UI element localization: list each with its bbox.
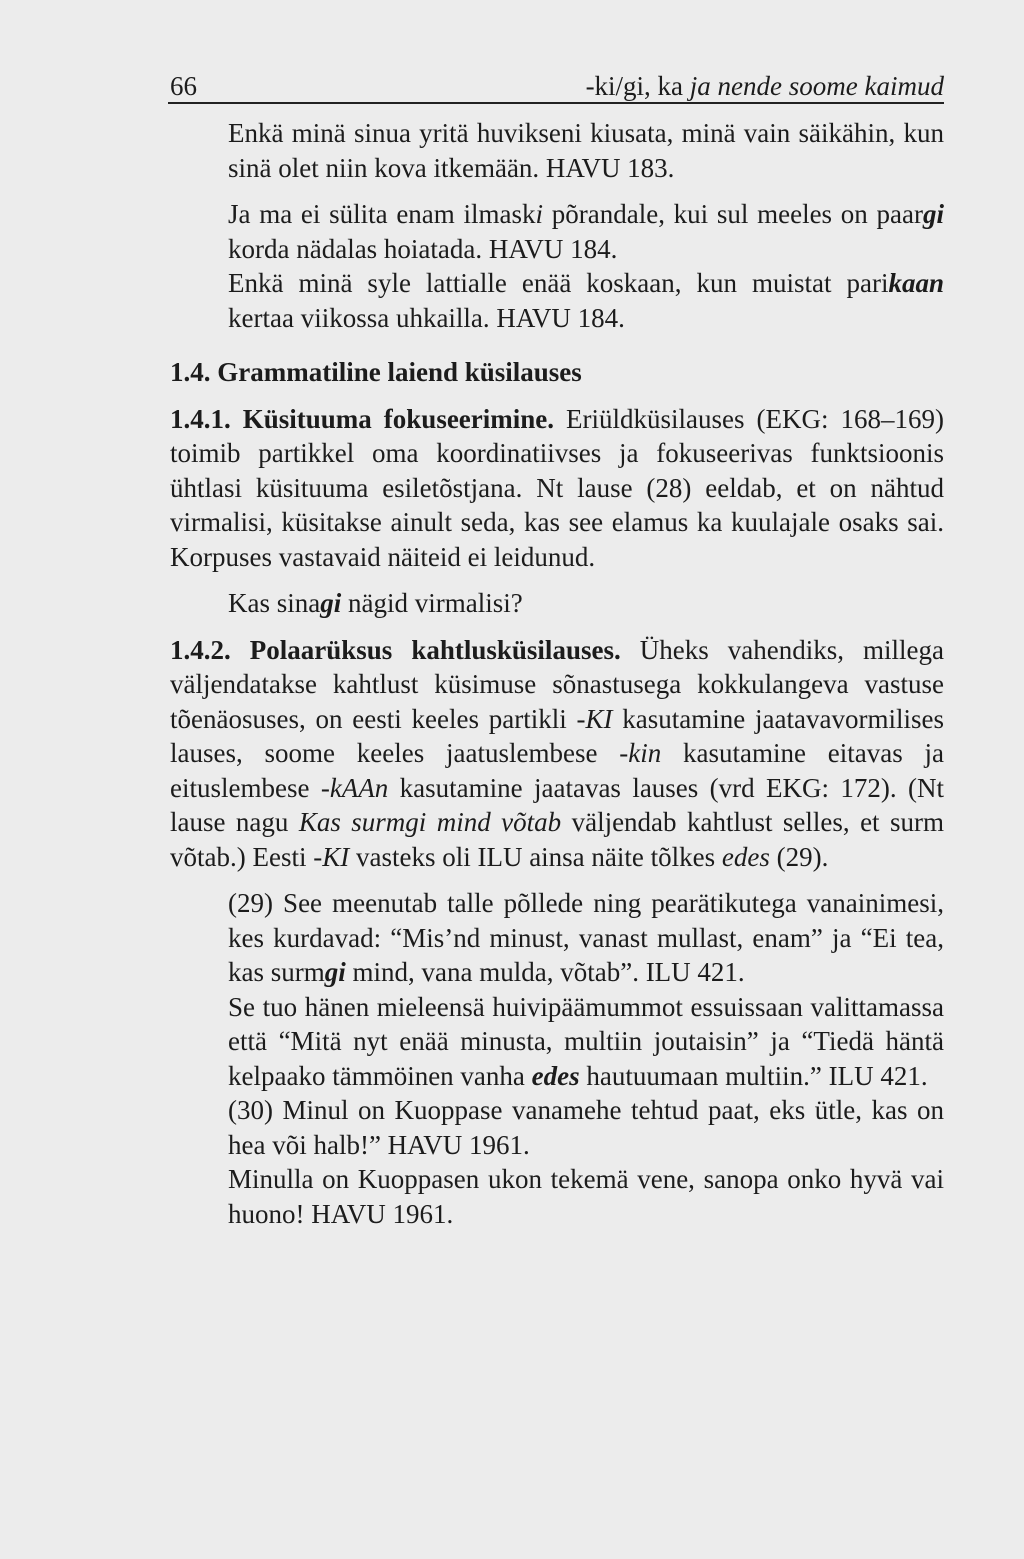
page-number: 66 xyxy=(170,71,197,101)
text-run: väljendab kahtlust selles, et surm võtab.) Eesti xyxy=(170,807,944,872)
example-30-finnish: Minulla on Kuoppasen ukon tekemä vene, sanopa onko hyvä vai huono! HAVU 1961. xyxy=(228,1164,944,1229)
text-run: (29). xyxy=(769,841,829,872)
text-run: hautuumaan multiin.” ILU 421. xyxy=(579,1060,928,1091)
emphasis-kaan: kaan xyxy=(888,268,944,298)
text-run: Se tuo hänen mieleensä huivipäämummot essuissaan valittamassa että “Mitä nyt enää minusta, multiin joutaisin” ja “Tiedä häntä kelpaako tämmöinen vanha xyxy=(228,991,944,1091)
emphasis: -KI xyxy=(576,703,613,734)
example-30-estonian: (30) Minul on Kuoppase vanamehe tehtud paat, eks ütle, kas on hea või halb!” HAVU 1961. xyxy=(228,1095,944,1160)
example-29-estonian xyxy=(228,886,944,990)
emphasis-gi: gi xyxy=(922,199,944,229)
emphasis: -kAAn xyxy=(320,772,389,803)
example-28-finnish xyxy=(228,266,944,335)
text-run: Enkä minä syle lattialle enää koskaan, kun muistat pari xyxy=(228,268,889,298)
emphasis-gi: gi xyxy=(320,588,342,618)
text-run: kertaa viikossa uhkailla. HAVU 184. xyxy=(228,302,625,333)
example-28-estonian xyxy=(228,197,944,266)
text-run: kasutamine eitavas ja eituslembese xyxy=(170,738,944,803)
running-title-italic: ja nende soome kaimud xyxy=(689,71,944,101)
text-run: korda nädalas hoiatada. HAVU 184. xyxy=(228,233,618,264)
text-run: Kas sina xyxy=(228,588,321,618)
text-run: nägid virmalisi? xyxy=(341,588,523,618)
emphasis: -kin xyxy=(619,738,662,768)
example-prev-finnish: Enkä minä sinua yritä huvikseni kiusata, minä vain säikähin, kun sinä olet niin kova itkemään. HAVU 183. xyxy=(228,118,944,183)
text-run: kasutamine jaatavas lauses (vrd EKG: 172). (Nt lause nagu xyxy=(170,772,944,837)
running-header xyxy=(168,70,944,104)
paragraph-1-4-2 xyxy=(170,633,944,875)
text-run: Eriüldküsilauses (EKG: 168–169) toimib partikkel oma koordinatiivses ja fokuseerivas funktsioonis ühtlasi küsituuma esiletõstjana. Nt lause (28) eeldab, et on nähtud virmalisi, küsitakse ainult seda, kas see elamus ka kuulajale osaks sai. Korpuses vastavaid näiteid ei leidunud. xyxy=(170,403,944,572)
text-run: Ja ma ei sülita enam ilmask xyxy=(228,199,536,229)
section-heading-1-4: 1.4. Grammatiline laiend küsilauses xyxy=(170,357,582,387)
text-run: kasutamine jaatavavormilises lauses, soome keeles jaatuslembese xyxy=(170,703,944,768)
running-title xyxy=(586,70,944,102)
subsection-heading-1-4-2: 1.4.2. Polaarüksus kahtlusküsilauses. xyxy=(170,634,621,665)
text-run: mind, vana mulda, võtab”. ILU 421. xyxy=(345,957,745,987)
text-run: põrandale, kui sul meeles on paar xyxy=(543,199,923,229)
emphasis: Kas surmgi mind võtab xyxy=(298,807,562,837)
emphasis: -KI xyxy=(313,841,350,872)
emphasis-gi: gi xyxy=(324,957,346,987)
paragraph-1-4-1 xyxy=(170,402,944,575)
example-kas-sinagi xyxy=(228,586,944,621)
emphasis: i xyxy=(535,199,544,229)
emphasis-edes: edes xyxy=(531,1060,580,1091)
emphasis: edes xyxy=(721,841,770,872)
text-run: Üheks vahendiks, millega väljendatakse kahtlust küsimuse sõnastusega kokkulangeva vastuse tõenäosuses, on eesti keeles partikli xyxy=(170,634,944,734)
text-run: vasteks oli ILU ainsa näite tõlkes xyxy=(349,841,722,872)
text-run: (29) See meenutab talle põllede ning pearätikutega vanainimesi, kes kurdavad: “Mis’nd minust, vanast mullast, enam” ja “Ei tea, kas surm xyxy=(228,888,944,987)
page-body xyxy=(170,116,944,1231)
running-title-plain: -ki/gi, ka xyxy=(585,71,684,101)
subsection-heading-1-4-1: 1.4.1. Küsituuma fokuseerimine. xyxy=(170,403,555,434)
example-29-finnish xyxy=(228,990,944,1094)
